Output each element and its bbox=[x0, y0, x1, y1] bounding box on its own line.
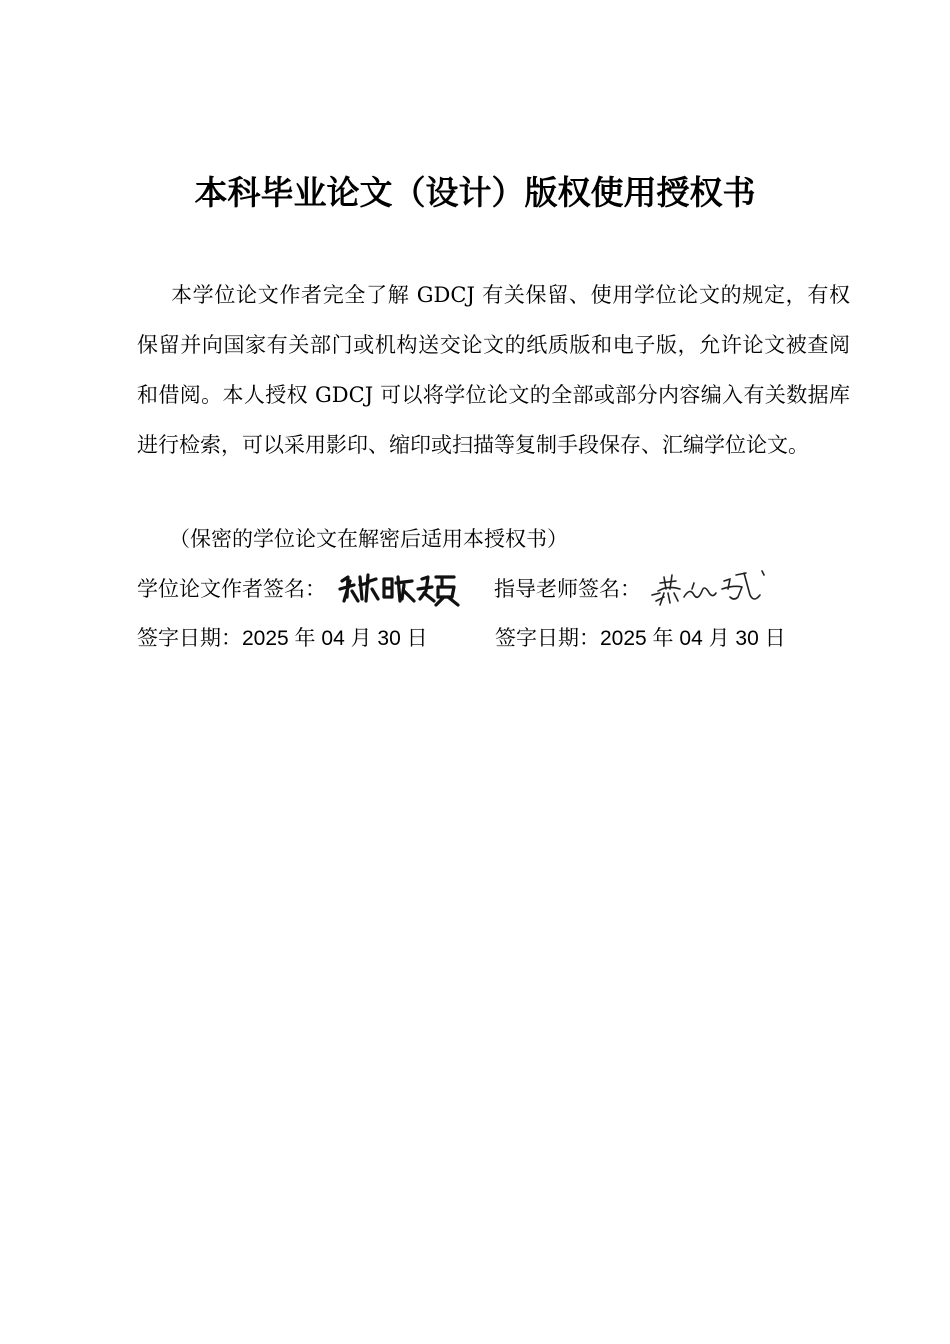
page-title: 本科毕业论文（设计）版权使用授权书 bbox=[194, 173, 756, 212]
author-date-label: 签字日期： bbox=[137, 626, 242, 650]
authorization-paragraph: 本学位论文作者完全了解 GDCJ 有关保留、使用学位论文的规定，有权保留并向国家有关部门或机构送交论文的纸质版和电子版，允许论文被查阅和借阅。本人授权 GDCJ 可以将学位论文的全部或部分内容编入有关数据库进行检索，可以采用影印、缩印或扫描等复制手段保存、汇编学位论文。 bbox=[137, 283, 850, 457]
advisor-sign-date bbox=[495, 618, 786, 659]
confidential-note: （保密的学位论文在解密后适用本授权书） bbox=[169, 527, 568, 551]
author-signature-label: 学位论文作者签名： bbox=[137, 577, 326, 601]
author-date-value: 2025 年 04 月 30 日 bbox=[242, 627, 428, 650]
advisor-date-label: 签字日期： bbox=[495, 626, 600, 650]
advisor-date-value: 2025 年 04 月 30 日 bbox=[600, 627, 786, 650]
advisor-signature-image bbox=[650, 567, 772, 613]
advisor-signature-label: 指导老师签名： bbox=[494, 577, 641, 601]
author-sign-date bbox=[137, 618, 428, 659]
author-signature-image bbox=[338, 571, 460, 607]
